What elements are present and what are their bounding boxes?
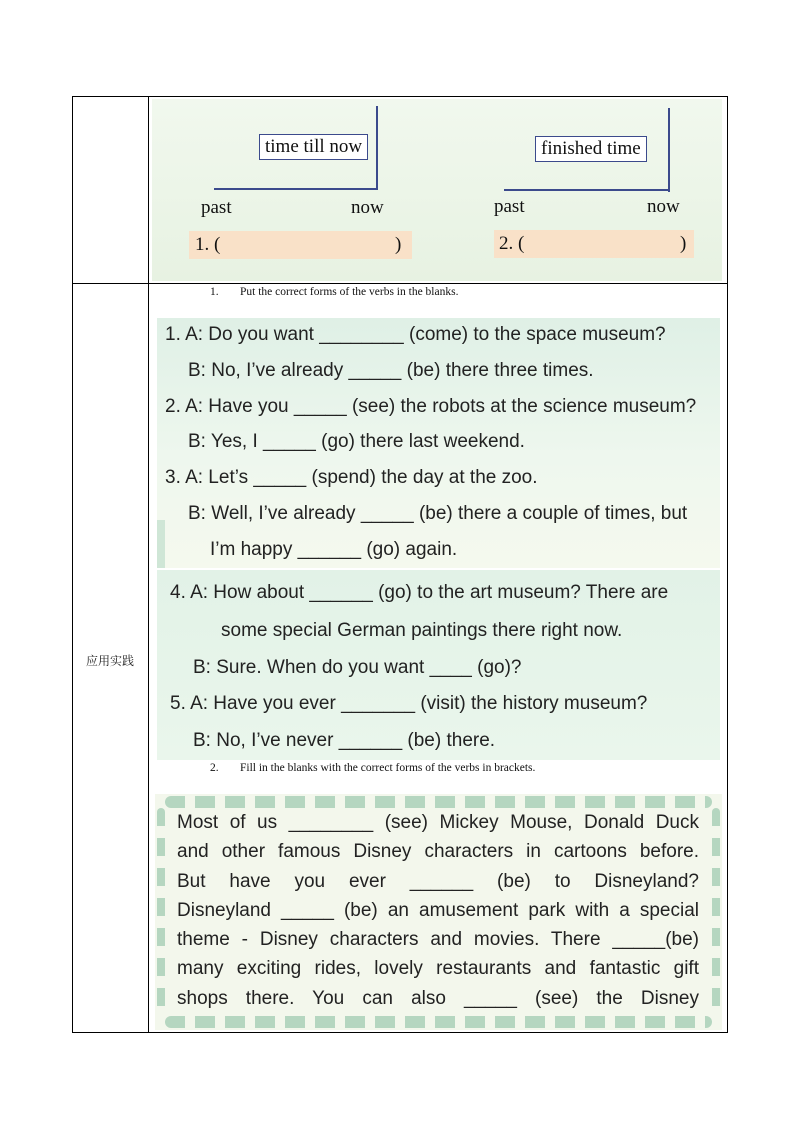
exercise-line: I’m happy ______ (go) again. <box>210 539 458 560</box>
answer-2-close: ) <box>680 233 687 254</box>
dashed-frame-left <box>157 808 165 1016</box>
exercise-line: 1. A: Do you want ________ (come) to the space museum? <box>165 324 666 345</box>
fill-in-paragraph <box>177 808 699 1013</box>
exercise-line: B: No, I’ve never ______ (be) there. <box>193 730 496 751</box>
now-label-left: now <box>351 197 384 218</box>
paragraph-slide <box>155 794 722 1030</box>
row-label: 应用实践 <box>85 654 134 668</box>
answer-1-close: ) <box>395 234 402 255</box>
exercise-line: B: Yes, I _____ (go) there last weekend. <box>188 431 525 452</box>
instruction-2-number: 2. <box>210 762 219 774</box>
paragraph-line: But have you ever ______ (be) to Disneyland? <box>177 870 699 892</box>
instruction-1-number: 1. <box>210 286 219 298</box>
dashed-frame-top <box>165 796 712 808</box>
exercise-line: 5. A: Have you ever _______ (visit) the history museum? <box>170 693 648 714</box>
finished-marker-line <box>668 108 670 192</box>
paragraph-line: many exciting rides, lovely restaurants and fantastic gift <box>177 958 699 980</box>
dashed-frame-right <box>712 808 720 1016</box>
exercise-line: B: No, I’ve already _____ (be) there three times. <box>188 360 594 381</box>
instruction-1-text: Put the correct forms of the verbs in the blanks. <box>240 286 459 298</box>
exercise-line: B: Well, I’ve already _____ (be) there a couple of times, but <box>188 503 688 524</box>
dashed-frame-bottom <box>165 1016 712 1028</box>
instruction-2-text: Fill in the blanks with the correct forms of the verbs in brackets. <box>240 762 536 774</box>
instruction-1 <box>210 286 458 298</box>
instruction-2 <box>210 762 535 774</box>
slide-edge-decoration <box>157 520 165 568</box>
timeline-axis-left <box>214 188 378 190</box>
past-label-right: past <box>494 196 525 217</box>
exercise-line: some special German paintings there right now. <box>221 620 623 641</box>
answer-blank-1 <box>189 231 412 259</box>
paragraph-line: and other famous Disney characters in cartoons before. <box>177 841 699 863</box>
time-till-now-box: time till now <box>259 134 368 160</box>
exercise-slide-2 <box>157 570 720 760</box>
exercise-line: 3. A: Let’s _____ (spend) the day at the zoo. <box>165 467 538 488</box>
now-marker-line <box>376 106 378 190</box>
timeline-axis-right <box>504 189 670 191</box>
past-label-left: past <box>201 197 232 218</box>
answer-2-open: 2. ( <box>499 233 525 254</box>
answer-1-open: 1. ( <box>195 234 221 255</box>
exercise-slide-1 <box>157 318 720 568</box>
paragraph-line: Most of us ________ (see) Mickey Mouse, Donald Duck <box>177 812 699 833</box>
paragraph-line: shops there. You can also _____ (see) the Disney <box>177 987 699 1009</box>
paragraph-line: Disneyland _____ (be) an amusement park with a special <box>177 899 699 921</box>
finished-time-box: finished time <box>535 136 647 162</box>
answer-blank-2 <box>494 230 694 258</box>
paragraph-line: theme - Disney characters and movies. There _____(be) <box>177 929 699 951</box>
exercise-line: B: Sure. When do you want ____ (go)? <box>193 657 522 678</box>
exercise-line: 2. A: Have you _____ (see) the robots at the science museum? <box>165 396 697 417</box>
timeline-diagram <box>152 99 722 281</box>
now-label-right: now <box>647 196 680 217</box>
exercise-line: 4. A: How about ______ (go) to the art museum? There are <box>170 582 669 603</box>
